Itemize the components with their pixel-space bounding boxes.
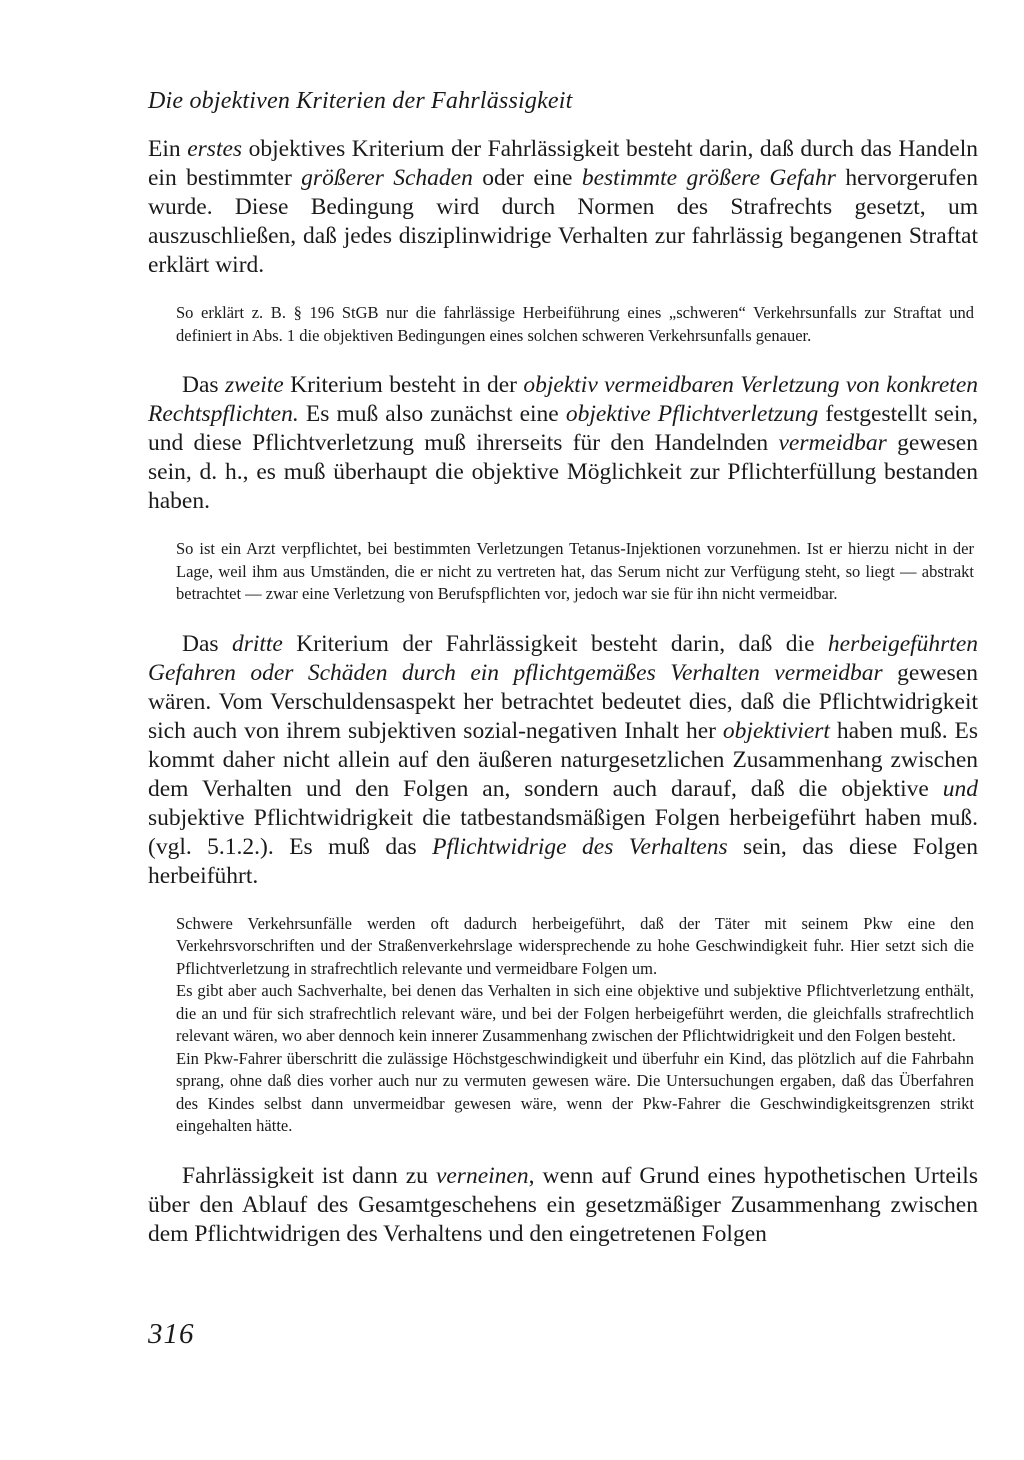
example-note-1: So erklärt z. B. § 196 StGB nur die fahrlässige Herbeiführung eines „schweren“ Verkehrsunfalls zur Straftat und definiert in Abs. 1 die objektiven Bedingungen eines solchen schweren Verkehrsunfalls genauer. <box>176 303 974 345</box>
emphasis: objektiviert <box>722 717 830 744</box>
paragraph-third-criterion <box>148 630 978 891</box>
text-run: , wenn auf Grund eines hypothetischen Urteils über den Ablauf des Gesamtgeschehens ein gesetzmäßiger Zusammenhang zwischen dem Pflichtwidrigen des Verhaltens und den eingetretenen Folgen <box>148 1162 978 1247</box>
emphasis: vermeidbar <box>778 430 887 456</box>
example-note-3-paragraph: Ein Pkw-Fahrer überschritt die zulässige Höchstgeschwindigkeit und überfuhr ein Kind, das plötzlich auf die Fahrbahn sprang, ohne daß dies vorher auch nur zu vermuten gewesen wäre. Die Untersuchungen ergaben, daß das Überfahren des Kindes selbst dann unvermeidbar gewesen wäre, wenn der Pkw-Fahrer die Geschwindigkeitsgrenzen strikt eingehalten hätte. <box>176 1048 974 1135</box>
text-run: oder eine <box>472 165 582 191</box>
text-run: Es muß also zunächst eine <box>298 401 566 427</box>
emphasis: verneinen <box>435 1162 529 1189</box>
text-run: sein, das diese Folgen herbeiführt. <box>148 833 979 889</box>
emphasis: größerer Schaden <box>301 165 473 191</box>
example-note-2: So ist ein Arzt verpflichtet, bei bestimmten Verletzungen Tetanus-Injektionen vorzunehmen. Ist er hierzu nicht in der Lage, weil ihm aus Umständen, die er nicht zu vertreten hat, das Serum nicht zur Verfügung steht, so liegt — abstrakt betrachtet — zwar eine Verletzung von Berufspflichten vor, jedoch war sie für ihn nicht vermeidbar. <box>176 539 974 603</box>
text-run: Kriterium der Fahrlässigkeit besteht darin, daß die <box>282 630 828 657</box>
emphasis: zweite <box>224 372 284 398</box>
emphasis: und <box>942 775 978 802</box>
emphasis: dritte <box>231 630 283 657</box>
page-number: 316 <box>148 1318 195 1350</box>
text-run: gewesen wären. Vom Verschuldensaspekt her betrachtet bedeutet dies, daß die Pflichtwidrigkeit sich auch von ihrem subjektiven sozial-negativen Inhalt her <box>148 659 978 744</box>
text-run: objektives Kriterium der Fahrlässigkeit besteht darin, daß durch das Handeln ein bestimmter <box>148 136 978 191</box>
example-note-3 <box>148 913 978 1138</box>
text-run: Das <box>182 630 232 657</box>
text-run: hervorgerufen wurde. Diese Bedingung wird durch Normen des Strafrechts gesetzt, um auszuschließen, daß jedes disziplinwidrige Verhalten zur fahrlässig begangenen Straftat erklärt wird. <box>148 165 978 278</box>
emphasis: erstes <box>187 136 243 162</box>
text-run: subjektive Pflichtwidrigkeit die tatbestandsmäßigen Folgen herbeigeführt haben muß. (vgl. 5.1.2.). Es muß das <box>148 804 978 860</box>
emphasis: Pflichtwidrige des Verhaltens <box>432 833 728 860</box>
paragraph-negation <box>148 1162 978 1249</box>
page-body <box>148 88 978 1249</box>
text-run: Fahrlässigkeit ist dann zu <box>182 1162 436 1189</box>
paragraph-second-criterion <box>148 371 978 516</box>
text-run: haben muß. Es kommt daher nicht allein auf den äußeren naturgesetzlichen Zusammenhang zwischen dem Verhalten und den Folgen an, sondern auch darauf, daß die objektive <box>148 717 979 802</box>
example-note-3-paragraph: Es gibt aber auch Sachverhalte, bei denen das Verhalten in sich eine objektive und subjektive Pflichtverletzung enthält, die an und für sich strafrechtlich relevant wäre, und bei der Folgen herbeigeführt werden, die gleichfalls strafrechtlich relevant wären, wo aber dennoch kein innerer Zusammenhang zwischen der Pflichtwidrigkeit und den Folgen besteht. <box>176 981 974 1045</box>
example-note-3-paragraph: Schwere Verkehrsunfälle werden oft dadurch herbeigeführt, daß der Täter mit seinem Pkw eine den Verkehrsvorschriften und der Straßenverkehrslage widersprechende zu hohe Geschwindigkeit fuhr. Hier setzt sich die Pflichtverletzung in strafrechtlich relevante und vermeidbare Folgen um. <box>176 913 974 978</box>
text-run: Das <box>182 372 225 398</box>
text-run: Kriterium besteht in der <box>283 372 524 398</box>
section-heading: Die objektiven Kriterien der Fahrlässigkeit <box>148 88 573 114</box>
text-run: gewesen sein, d. h., es muß überhaupt die objektive Möglichkeit zur Pflichterfüllung bestanden haben. <box>148 430 978 514</box>
emphasis: bestimmte größere Gefahr <box>581 165 836 191</box>
emphasis: objektive Pflichtverletzung <box>565 401 819 427</box>
emphasis: objektiv vermeidbaren Verletzung von konkreten Rechtspflichten. <box>148 372 979 427</box>
emphasis: herbeigeführten Gefahren oder Schäden durch ein pflichtgemäßes Verhalten vermeidbar <box>148 630 979 686</box>
text-run: festgestellt sein, und diese Pflichtverletzung muß ihrerseits für den Handelnden <box>148 401 978 456</box>
paragraph-first-criterion <box>148 135 978 280</box>
text-run: Ein <box>148 136 188 162</box>
